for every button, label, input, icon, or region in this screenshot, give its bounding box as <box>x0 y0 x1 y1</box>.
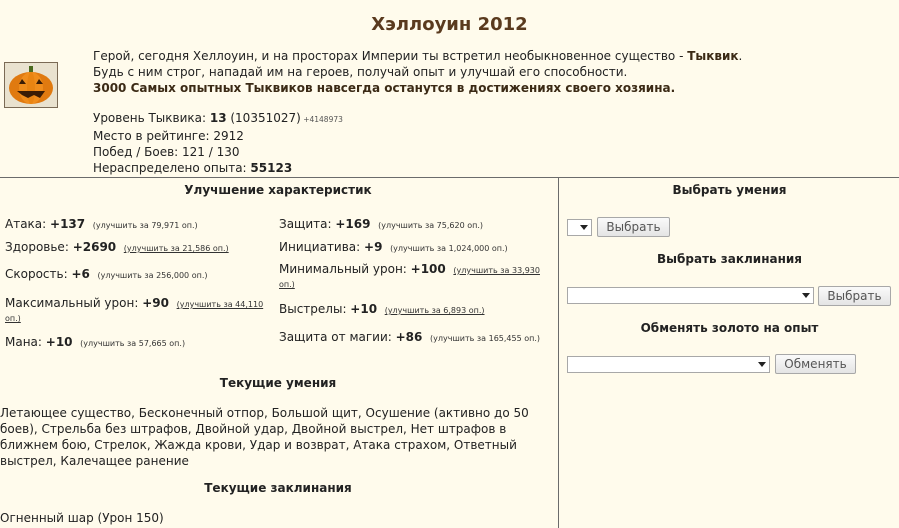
page-title: Хэллоуин 2012 <box>371 14 528 35</box>
abilities-select[interactable] <box>567 219 592 236</box>
stat-value: +10 <box>350 302 378 316</box>
stat-value: +10 <box>45 335 73 349</box>
spells-header: Текущие заклинания <box>204 481 352 495</box>
stat-label: Здоровье: <box>5 240 73 254</box>
stat-value: +169 <box>335 217 371 231</box>
creature-name: Тыквик <box>687 49 739 63</box>
exchange-button[interactable]: Обменять <box>775 354 856 374</box>
upgrade-cost: (улучшить за 57,665 оп.) <box>80 339 186 348</box>
stat-label: Выстрелы: <box>279 302 351 316</box>
stat-value: +2690 <box>72 240 117 254</box>
stat-speed <box>5 268 275 282</box>
choose-abilities-header: Выбрать умения <box>672 183 787 197</box>
pumpkin-icon <box>7 65 55 105</box>
stat-min-damage <box>279 263 549 291</box>
upgrade-cost: (улучшить за 79,971 оп.) <box>92 221 198 230</box>
stat-label: Мана: <box>5 335 46 349</box>
stat-value: +100 <box>410 262 446 276</box>
upgrade-cost: (улучшить за 1,024,000 оп.) <box>390 244 508 253</box>
divider-horizontal <box>0 177 899 178</box>
upgrade-cost: (улучшить за 75,620 оп.) <box>378 221 483 230</box>
level-label: Уровень Тыквика: <box>93 111 210 125</box>
stat-label: Минимальный урон: <box>279 262 411 276</box>
stat-shots <box>279 303 549 317</box>
rank-row: Место в рейтинге: 2912 <box>93 129 244 143</box>
intro-line3: 3000 Самых опытных Тыквиков навсегда останутся в достижениях своего хозяина. <box>93 81 676 95</box>
upgrade-cost: (улучшить за 165,455 оп.) <box>430 334 541 343</box>
gold-select[interactable] <box>567 356 770 373</box>
upgrade-header: Улучшение характеристик <box>184 183 372 197</box>
abilities-header: Текущие умения <box>219 376 337 390</box>
spells-list: Огненный шар (Урон 150) <box>0 511 164 525</box>
stat-label: Атака: <box>5 217 51 231</box>
upgrade-cost: (улучшить за 256,000 оп.) <box>97 271 208 280</box>
stat-label: Максимальный урон: <box>5 296 143 310</box>
stat-value: +9 <box>364 240 383 254</box>
stat-mana <box>5 336 275 350</box>
stat-label: Инициатива: <box>279 240 365 254</box>
exchange-header: Обменять золото на опыт <box>640 321 819 335</box>
chevron-down-icon <box>580 225 588 230</box>
stat-value: +6 <box>71 267 90 281</box>
unspent-value: 55123 <box>250 161 293 175</box>
chevron-down-icon <box>802 293 810 298</box>
unspent-row <box>93 160 343 176</box>
stat-initiative <box>279 241 549 255</box>
abilities-list: Летающее существо, Бесконечный отпор, Большой щит, Осушение (активно до 50 боев), Стрельба без штрафов, Двойной удар, Двойной выстрел, Нет штрафов в ближнем бою, Стрелок, Жажда крови, Удар и возврат, Атака страхом, Ответный выстрел, Калечащее ранение <box>0 406 529 468</box>
stat-magic-defense <box>279 331 549 345</box>
intro-text <box>93 48 883 96</box>
level-value: 13 <box>209 111 227 125</box>
intro-line2: Будь с ним строг, нападай им на героев, получай опыт и улучшай его способности. <box>93 65 628 79</box>
level-exp: (10351027) <box>226 111 301 125</box>
intro-line1: Герой, сегодня Хеллоуин, и на просторах Империи ты встретил необыкновенное существо - <box>93 49 688 63</box>
upgrade-link-health[interactable]: (улучшить за 21,586 оп.) <box>123 244 229 253</box>
upgrade-link-min-damage[interactable]: (улучшить за 33,930 оп.) <box>279 266 540 289</box>
stat-value: +137 <box>50 217 86 231</box>
stat-label: Защита от магии: <box>279 330 396 344</box>
choose-spell-button[interactable]: Выбрать <box>818 286 891 306</box>
spells-select[interactable] <box>567 287 814 304</box>
choose-ability-button[interactable]: Выбрать <box>597 217 670 237</box>
upgrade-link-max-damage[interactable]: (улучшить за 44,110 оп.) <box>5 300 264 323</box>
unspent-label: Нераспределено опыта: <box>93 161 251 175</box>
upgrade-link-shots[interactable]: (улучшить за 6,893 оп.) <box>384 306 485 315</box>
stat-value: +86 <box>395 330 423 344</box>
choose-spells-header: Выбрать заклинания <box>657 252 802 266</box>
level-row <box>93 110 343 128</box>
stat-health <box>5 241 275 255</box>
intro-line1-end: . <box>738 49 743 63</box>
pumpkin-avatar <box>4 62 58 108</box>
level-delta: +4148973 <box>300 115 343 124</box>
wins-row: Побед / Боев: 121 / 130 <box>93 145 240 159</box>
stat-label: Защита: <box>279 217 336 231</box>
stat-defense <box>279 218 549 232</box>
stat-attack <box>5 218 275 232</box>
stat-value: +90 <box>142 296 169 310</box>
creature-stats <box>93 110 343 176</box>
chevron-down-icon <box>758 362 766 367</box>
divider-vertical <box>558 177 559 528</box>
stat-label: Скорость: <box>5 267 72 281</box>
stat-max-damage <box>5 297 275 325</box>
